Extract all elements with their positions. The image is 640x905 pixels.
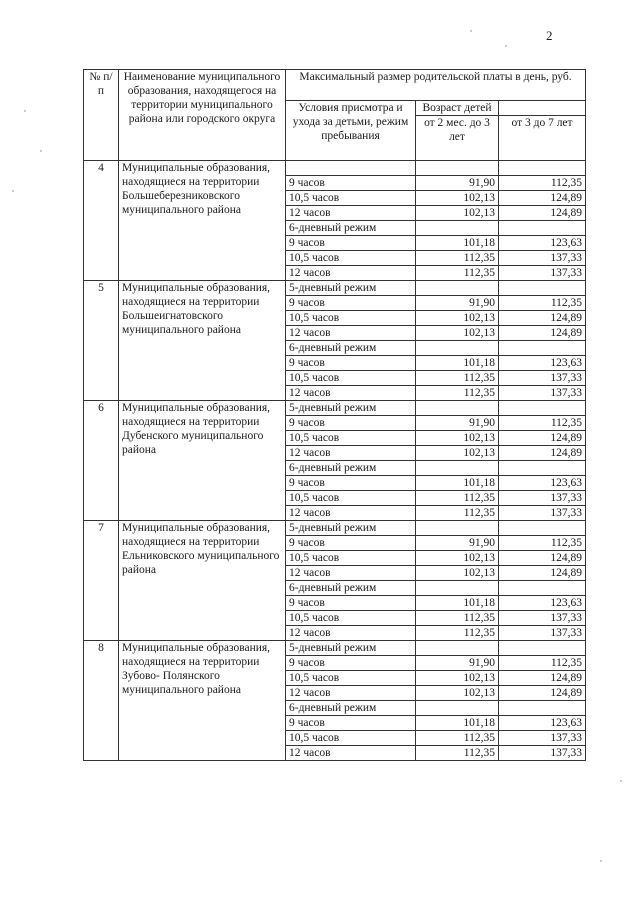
fee-3-7y-cell: 137,33	[499, 611, 586, 626]
fee-3-7y-cell: 124,89	[499, 326, 586, 341]
fee-2m-3y-cell: 102,13	[416, 551, 499, 566]
empty-cell	[499, 221, 586, 236]
fee-3-7y-cell: 124,89	[499, 446, 586, 461]
header-age-blank	[499, 101, 586, 116]
hours-cell: 9 часов	[286, 596, 416, 611]
page-number: 2	[546, 28, 553, 43]
fee-2m-3y-cell: 112,35	[416, 266, 499, 281]
fee-2m-3y-cell: 101,18	[416, 476, 499, 491]
fee-2m-3y-cell: 102,13	[416, 671, 499, 686]
hours-cell: 9 часов	[286, 536, 416, 551]
scan-speck	[600, 860, 602, 862]
hours-cell: 9 часов	[286, 416, 416, 431]
fee-3-7y-cell: 137,33	[499, 491, 586, 506]
empty-cell	[416, 701, 499, 716]
hours-cell: 10,5 часов	[286, 551, 416, 566]
fee-3-7y-cell: 124,89	[499, 566, 586, 581]
empty-cell	[416, 221, 499, 236]
fee-3-7y-cell: 124,89	[499, 311, 586, 326]
hours-cell: 10,5 часов	[286, 311, 416, 326]
empty-cell	[499, 641, 586, 656]
fee-2m-3y-cell: 101,18	[416, 716, 499, 731]
fee-2m-3y-cell: 101,18	[416, 236, 499, 251]
header-max-fee: Максимальный размер родительской платы в день, руб.	[286, 70, 586, 101]
fee-3-7y-cell: 137,33	[499, 266, 586, 281]
municipality-name: Муниципальные образования, находящиеся на территории Дубенского муниципального района	[119, 401, 286, 521]
municipality-name: Муниципальные образования, находящиеся на территории Ельниковского муниципального района	[119, 521, 286, 641]
fee-3-7y-cell: 112,35	[499, 536, 586, 551]
empty-cell	[416, 641, 499, 656]
fee-2m-3y-cell: 91,90	[416, 536, 499, 551]
header-age-2m-3y: от 2 мес. до 3 лет	[416, 116, 499, 161]
section-number: 5	[84, 281, 119, 401]
hours-cell: 12 часов	[286, 746, 416, 761]
hours-cell: 9 часов	[286, 716, 416, 731]
hours-cell: 12 часов	[286, 446, 416, 461]
fee-3-7y-cell: 112,35	[499, 176, 586, 191]
hours-cell: 9 часов	[286, 356, 416, 371]
mode-row	[84, 161, 586, 176]
fee-3-7y-cell: 137,33	[499, 731, 586, 746]
empty-cell	[416, 341, 499, 356]
scan-speck	[40, 150, 42, 152]
fee-2m-3y-cell: 102,13	[416, 191, 499, 206]
fee-2m-3y-cell: 102,13	[416, 566, 499, 581]
fee-3-7y-cell: 112,35	[499, 656, 586, 671]
hours-cell: 9 часов	[286, 476, 416, 491]
empty-cell	[499, 341, 586, 356]
fee-3-7y-cell: 124,89	[499, 671, 586, 686]
fee-2m-3y-cell: 102,13	[416, 311, 499, 326]
fee-2m-3y-cell: 102,13	[416, 686, 499, 701]
fee-2m-3y-cell: 112,35	[416, 251, 499, 266]
scan-speck	[505, 45, 507, 47]
fee-2m-3y-cell: 112,35	[416, 731, 499, 746]
mode-row	[84, 281, 586, 296]
municipality-name: Муниципальные образования, находящиеся на территории Зубово- Полянского муниципального района	[119, 641, 286, 761]
fee-2m-3y-cell: 102,13	[416, 206, 499, 221]
municipality-name: Муниципальные образования, находящиеся на территории Большеберезниковского муниципального района	[119, 161, 286, 281]
empty-cell	[499, 461, 586, 476]
empty-cell	[499, 401, 586, 416]
fee-2m-3y-cell: 91,90	[416, 296, 499, 311]
parental-fee-table	[83, 69, 586, 761]
header-age: Возраст детей	[416, 101, 499, 116]
empty-cell	[499, 521, 586, 536]
fee-3-7y-cell: 123,63	[499, 596, 586, 611]
fee-3-7y-cell: 123,63	[499, 716, 586, 731]
mode-5-day-label: 5-дневный режим	[286, 641, 416, 656]
mode-6-day-label: 6-дневный режим	[286, 341, 416, 356]
fee-3-7y-cell: 137,33	[499, 386, 586, 401]
fee-2m-3y-cell: 112,35	[416, 386, 499, 401]
fee-3-7y-cell: 124,89	[499, 191, 586, 206]
fee-3-7y-cell: 123,63	[499, 236, 586, 251]
fee-2m-3y-cell: 112,35	[416, 611, 499, 626]
fee-2m-3y-cell: 91,90	[416, 176, 499, 191]
hours-cell: 12 часов	[286, 626, 416, 641]
fee-3-7y-cell: 124,89	[499, 686, 586, 701]
empty-cell	[416, 461, 499, 476]
mode-row	[84, 401, 586, 416]
hours-cell: 10,5 часов	[286, 191, 416, 206]
fee-3-7y-cell: 123,63	[499, 356, 586, 371]
fee-2m-3y-cell: 102,13	[416, 326, 499, 341]
scan-speck	[24, 110, 26, 112]
hours-cell: 9 часов	[286, 656, 416, 671]
fee-2m-3y-cell: 112,35	[416, 746, 499, 761]
mode-row	[84, 521, 586, 536]
mode-row	[84, 641, 586, 656]
empty-cell	[416, 401, 499, 416]
hours-cell: 10,5 часов	[286, 731, 416, 746]
hours-cell: 12 часов	[286, 386, 416, 401]
empty-cell	[416, 581, 499, 596]
hours-cell: 12 часов	[286, 566, 416, 581]
fee-2m-3y-cell: 102,13	[416, 431, 499, 446]
section-number: 7	[84, 521, 119, 641]
fee-3-7y-cell: 112,35	[499, 416, 586, 431]
hours-cell: 12 часов	[286, 686, 416, 701]
mode-6-day-label: 6-дневный режим	[286, 461, 416, 476]
section-number: 8	[84, 641, 119, 761]
empty-cell	[416, 521, 499, 536]
hours-cell: 10,5 часов	[286, 671, 416, 686]
fee-2m-3y-cell: 91,90	[416, 416, 499, 431]
fee-2m-3y-cell: 112,35	[416, 506, 499, 521]
header-municipality: Наименование муниципального образования, находящегося на территории муниципального района или городского округа	[119, 70, 286, 161]
fee-3-7y-cell: 124,89	[499, 551, 586, 566]
fee-3-7y-cell: 137,33	[499, 371, 586, 386]
hours-cell: 12 часов	[286, 326, 416, 341]
hours-cell: 10,5 часов	[286, 491, 416, 506]
section-number: 4	[84, 161, 119, 281]
fee-2m-3y-cell: 112,35	[416, 371, 499, 386]
hours-cell: 9 часов	[286, 296, 416, 311]
mode-5-day-label: 5-дневный режим	[286, 401, 416, 416]
hours-cell: 10,5 часов	[286, 611, 416, 626]
empty-cell	[499, 701, 586, 716]
hours-cell: 9 часов	[286, 236, 416, 251]
hours-cell: 12 часов	[286, 206, 416, 221]
empty-cell	[416, 161, 499, 176]
fee-3-7y-cell: 124,89	[499, 206, 586, 221]
fee-3-7y-cell: 123,63	[499, 476, 586, 491]
fee-2m-3y-cell: 112,35	[416, 626, 499, 641]
mode-5-day-label	[286, 161, 416, 176]
empty-cell	[416, 281, 499, 296]
header-num: № п/п	[84, 70, 119, 161]
hours-cell: 12 часов	[286, 506, 416, 521]
header-conditions: Условия присмотра и ухода за детьми, режим пребывания	[286, 101, 416, 161]
fee-2m-3y-cell: 101,18	[416, 596, 499, 611]
fee-3-7y-cell: 112,35	[499, 296, 586, 311]
scan-speck	[620, 780, 622, 782]
mode-6-day-label: 6-дневный режим	[286, 701, 416, 716]
hours-cell: 10,5 часов	[286, 251, 416, 266]
hours-cell: 9 часов	[286, 176, 416, 191]
fee-3-7y-cell: 137,33	[499, 251, 586, 266]
hours-cell: 10,5 часов	[286, 431, 416, 446]
empty-cell	[499, 581, 586, 596]
scan-speck	[12, 190, 14, 192]
fee-2m-3y-cell: 91,90	[416, 656, 499, 671]
fee-3-7y-cell: 137,33	[499, 746, 586, 761]
mode-6-day-label: 6-дневный режим	[286, 581, 416, 596]
empty-cell	[499, 281, 586, 296]
header-age-3-7y: от 3 до 7 лет	[499, 116, 586, 161]
fee-2m-3y-cell: 112,35	[416, 491, 499, 506]
fee-3-7y-cell: 137,33	[499, 626, 586, 641]
mode-6-day-label: 6-дневный режим	[286, 221, 416, 236]
hours-cell: 12 часов	[286, 266, 416, 281]
fee-2m-3y-cell: 102,13	[416, 446, 499, 461]
section-number: 6	[84, 401, 119, 521]
scan-speck	[470, 30, 472, 32]
municipality-name: Муниципальные образования, находящиеся на территории Большеигнатовского муниципального района	[119, 281, 286, 401]
fee-3-7y-cell: 124,89	[499, 431, 586, 446]
fee-3-7y-cell: 137,33	[499, 506, 586, 521]
empty-cell	[499, 161, 586, 176]
mode-5-day-label: 5-дневный режим	[286, 521, 416, 536]
mode-5-day-label: 5-дневный режим	[286, 281, 416, 296]
fee-2m-3y-cell: 101,18	[416, 356, 499, 371]
hours-cell: 10,5 часов	[286, 371, 416, 386]
